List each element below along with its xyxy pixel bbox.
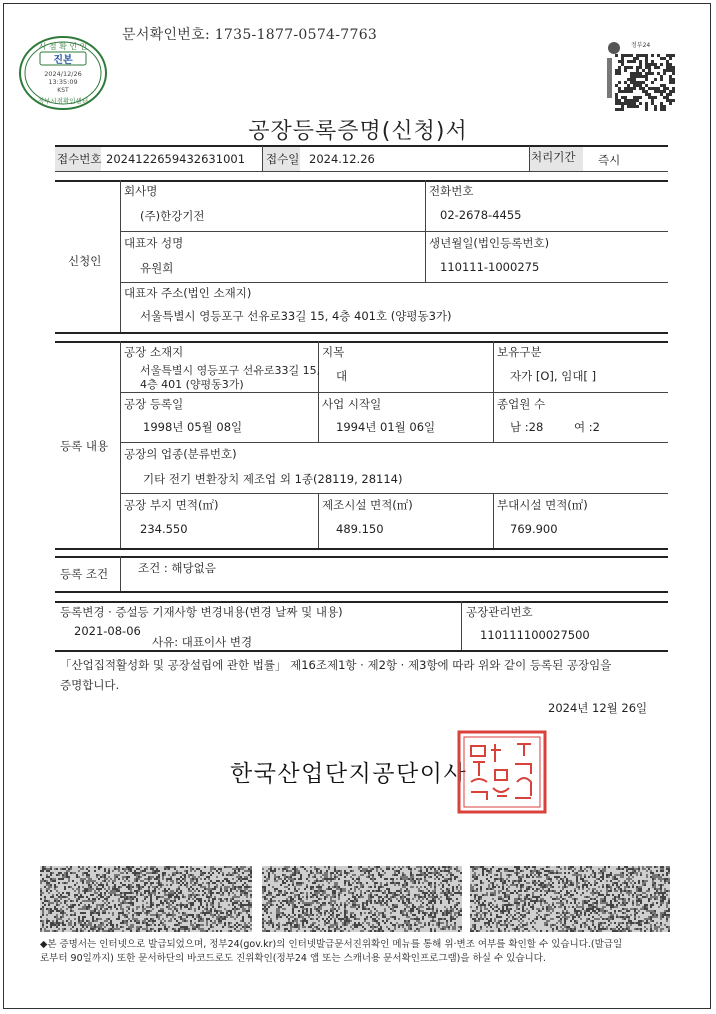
conditions-value: 조건 : 해당없음 <box>138 561 216 575</box>
conditions-section-label: 등록 조건 <box>60 567 109 581</box>
changes-top-border <box>55 601 668 603</box>
changes-bottom-border <box>55 650 668 652</box>
address-label: 대표자 주소(법인 소재지) <box>124 286 252 300</box>
receipt-number-label: 접수번호 <box>57 152 102 166</box>
notice-line1: 「산업집적활성화 및 공장설립에 관한 법률」 제16조제1항 · 제2항 · 제3항에 따라 위와 같이 등록된 공장임을 <box>60 658 612 672</box>
processing-period-label: 처리기간 <box>531 150 576 164</box>
site-area-value: 234.550 <box>140 522 188 536</box>
conditions-bottom-border <box>55 591 668 593</box>
divider <box>120 442 668 443</box>
factory-location-line2: 4층 401 (양평동3가) <box>140 378 244 391</box>
divider <box>120 493 668 494</box>
registration-top-border <box>55 341 668 343</box>
business-start-label: 사업 시작일 <box>322 397 382 411</box>
official-red-seal <box>457 730 547 814</box>
qr-code-image <box>605 40 675 112</box>
site-area-label: 공장 부지 면적(㎡) <box>124 498 219 512</box>
svg-text:13:35:09: 13:35:09 <box>48 78 78 86</box>
receipt-number-value: 2024122659432631001 <box>106 152 246 166</box>
employees-female: 여 :2 <box>574 420 600 434</box>
svg-text:2024/12/26: 2024/12/26 <box>44 70 82 78</box>
notice-line2: 증명합니다. <box>60 678 120 692</box>
receipt-bottom-border <box>55 171 668 172</box>
barcode-3 <box>470 866 670 932</box>
address-value: 서울특별시 영등포구 선유로33길 15, 4층 401호 (양평동3가) <box>140 309 452 323</box>
conditions-top-border <box>55 556 668 558</box>
company-name-label: 회사명 <box>124 184 158 198</box>
processing-period-value: 즉시 <box>598 153 621 167</box>
issuer-name: 한국산업단지공단이사 <box>230 761 468 787</box>
receipt-date-value: 2024.12.26 <box>309 152 375 166</box>
factory-location-label: 공장 소재지 <box>124 345 184 359</box>
authenticity-seal-stamp <box>18 35 108 111</box>
divider <box>120 556 121 591</box>
business-start-value: 1994년 01월 06일 <box>336 420 436 434</box>
footer-notice <box>40 938 680 966</box>
divider <box>120 231 668 232</box>
birth-date-label: 생년월일(법인등록번호) <box>429 236 550 250</box>
employees-label: 종업원 수 <box>497 397 546 411</box>
phone-label: 전화번호 <box>429 184 474 198</box>
employees-male: 남 :28 <box>510 420 544 434</box>
divider <box>120 180 121 332</box>
document-number: 문서확인번호: 1735-1877-0574-7763 <box>122 27 378 43</box>
change-date: 2021-08-06 <box>74 624 141 638</box>
svg-text:정부시점확인센터: 정부시점확인센터 <box>37 97 89 105</box>
land-category-label: 지목 <box>322 345 345 359</box>
changes-label: 등록변경 · 증설등 기재사항 변경내용(변경 날짜 및 내용) <box>60 605 343 619</box>
divider <box>493 493 494 548</box>
manufacturing-area-label: 제조시설 면적(㎡) <box>322 498 413 512</box>
representative-label: 대표자 성명 <box>124 236 184 250</box>
auxiliary-area-value: 769.900 <box>510 522 558 536</box>
birth-date-value: 110111-1000275 <box>440 260 540 274</box>
issue-date: 2024년 12월 26일 <box>548 701 648 715</box>
table-top-border <box>55 145 668 147</box>
management-number-value: 110111100027500 <box>480 628 590 642</box>
factory-location-line1: 서울특별시 영등포구 선유로33길 15, <box>140 364 321 377</box>
registration-section-label: 등록 내용 <box>60 439 109 453</box>
registration-date-label: 공장 등록일 <box>124 397 184 411</box>
svg-text:진본: 진본 <box>53 55 73 66</box>
applicant-bottom-border <box>55 332 668 334</box>
svg-text:정부24: 정부24 <box>631 42 651 49</box>
company-name-value: (주)한강기전 <box>140 209 205 223</box>
footer-line2: 로부터 90일까지) 또한 문서하단의 바코드로도 진위확인(정부24 앱 또는 스캐너용 문서확인프로그램)을 하실 수 있습니다. <box>40 953 546 964</box>
representative-value: 유원희 <box>140 261 174 275</box>
change-reason: 사유: 대표이사 변경 <box>152 635 253 649</box>
registration-bottom-border <box>55 548 668 550</box>
divider <box>262 146 263 171</box>
barcode-1 <box>40 866 252 932</box>
svg-text:KST: KST <box>57 87 69 94</box>
ownership-label: 보유구분 <box>497 345 542 359</box>
page-title: 공장등록증명(신청)서 <box>248 119 468 144</box>
certification-notice <box>60 655 680 695</box>
ownership-value: 자가 [O], 임대[ ] <box>510 369 597 383</box>
divider <box>529 146 530 171</box>
divider <box>461 601 462 650</box>
applicant-section-label: 신청인 <box>68 254 102 268</box>
divider <box>120 282 668 283</box>
divider <box>318 493 319 548</box>
footer-line1: ◆본 증명서는 인터넷으로 발급되었으며, 정부24(gov.kr)의 인터넷발급문서진위확인 메뉴를 통해 위·변조 여부를 확인할 수 있습니다.(발급일 <box>40 939 623 950</box>
management-number-label: 공장관리번호 <box>466 605 533 619</box>
industry-label: 공장의 업종(분류번호) <box>124 447 237 461</box>
divider <box>120 392 668 393</box>
svg-text:시 점 확 인 인: 시 점 확 인 인 <box>38 42 88 51</box>
divider <box>120 341 121 548</box>
land-category-value: 대 <box>336 369 348 383</box>
auxiliary-area-label: 부대시설 면적(㎡) <box>497 498 588 512</box>
phone-value: 02-2678-4455 <box>440 208 522 222</box>
applicant-top-border <box>55 180 668 182</box>
industry-value: 기타 전기 변환장치 제조업 외 1종(28119, 28114) <box>143 472 403 486</box>
registration-date-value: 1998년 05월 08일 <box>143 420 243 434</box>
barcode-2 <box>262 866 462 932</box>
receipt-date-label: 접수일 <box>266 152 300 166</box>
manufacturing-area-value: 489.150 <box>336 522 384 536</box>
